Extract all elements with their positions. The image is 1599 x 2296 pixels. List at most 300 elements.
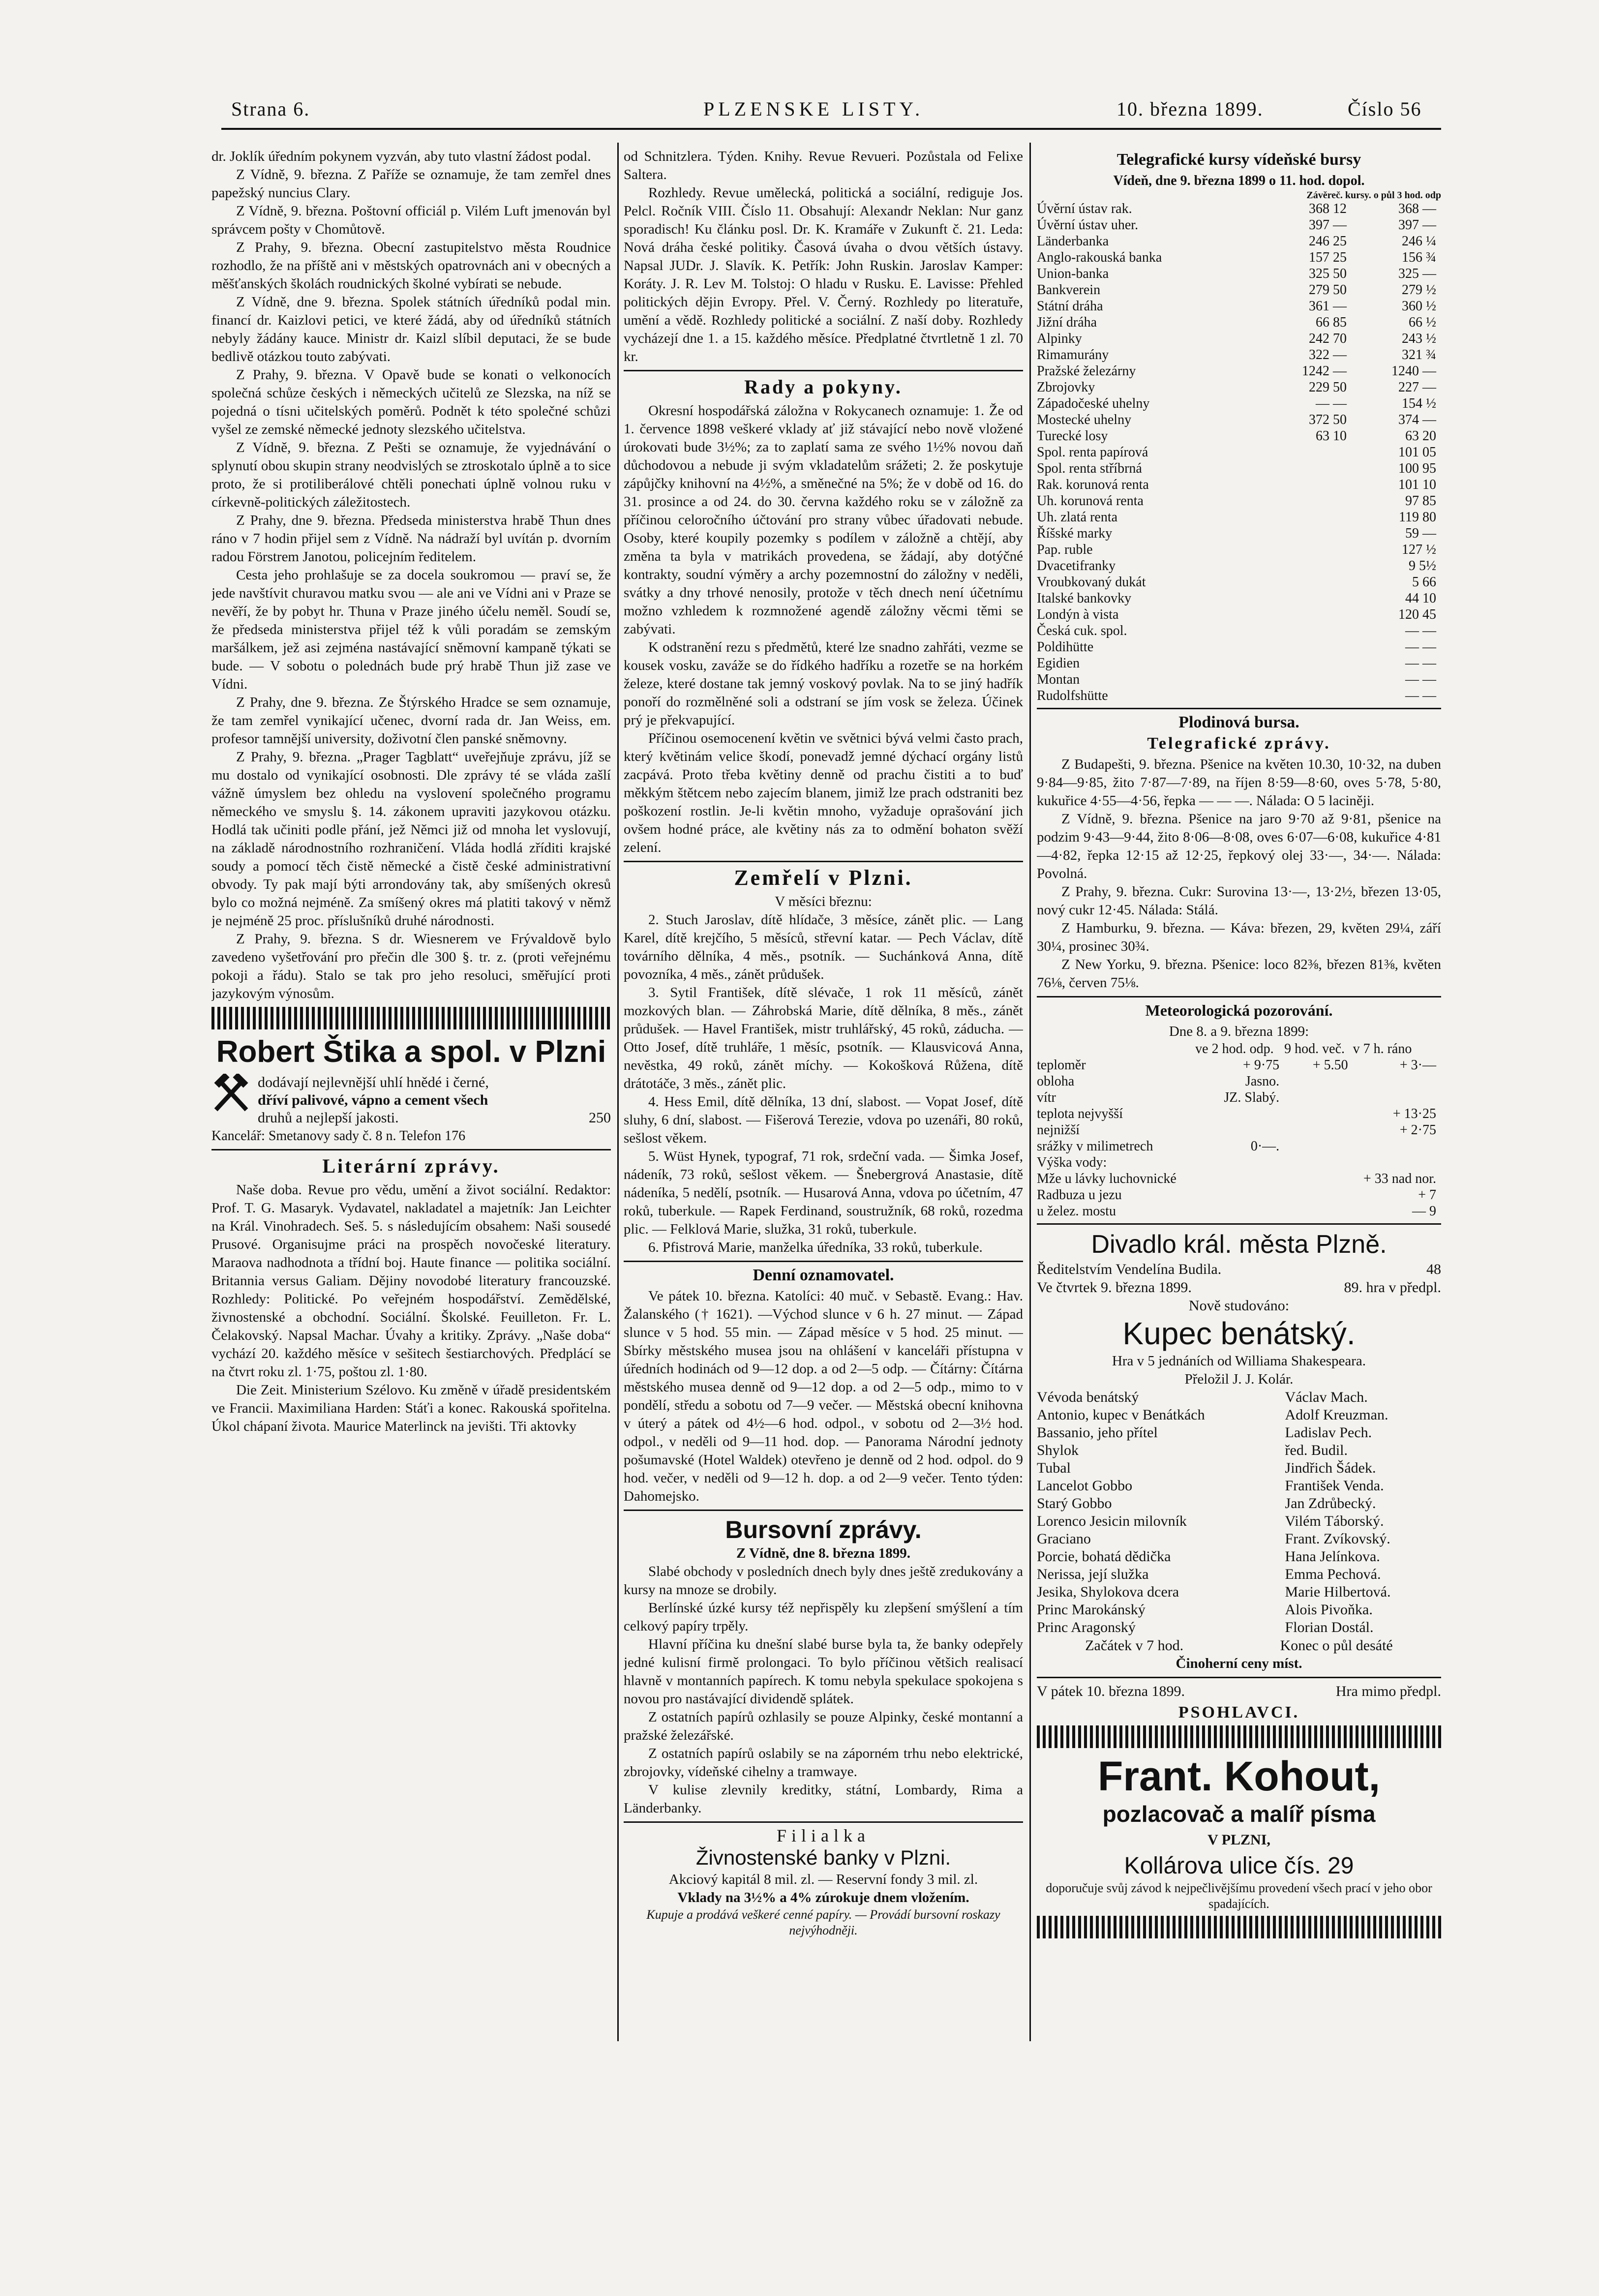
ad-kohout-name: Frant. Kohout,	[1098, 1753, 1380, 1799]
divider	[1037, 708, 1441, 709]
cast-row	[1037, 1512, 1441, 1530]
commodity-item: Z Hamburku, 9. března. — Káva: březen, 29, květen 29¼, září 30¼, prosinec 30¾.	[1037, 920, 1441, 954]
kursy-price-morning: 368 12	[1309, 201, 1347, 216]
kursy-row	[1037, 671, 1441, 688]
issue-date: 10. března 1899.	[1116, 98, 1264, 120]
column-divider-1	[617, 143, 619, 2041]
theatre-prices: Činoherní ceny míst.	[1176, 1656, 1302, 1671]
kursy-security: Spol. renta papírová	[1037, 445, 1148, 460]
meteo-cell: Mže u lávky luchovnické	[1037, 1171, 1177, 1186]
kursy-security: Pražské železárny	[1037, 363, 1136, 379]
kursy-price-morning	[1262, 509, 1352, 525]
meteo-cell	[1353, 1073, 1441, 1089]
bourse-item: Berlínské úzké kursy též nepřispěly ku zlepšení smýšlení a tím celkový papíry trpěly.	[624, 1600, 1023, 1634]
kursy-row	[1037, 314, 1441, 331]
kursy-price-morning	[1262, 590, 1352, 606]
kursy-row	[1037, 623, 1441, 639]
cast-row	[1037, 1406, 1441, 1424]
meteo-cell: + 33 nad nor.	[1363, 1171, 1436, 1186]
page-header	[231, 97, 1431, 123]
meteo-cell: Výška vody:	[1037, 1155, 1107, 1170]
kursy-security: Londýn à vista	[1037, 607, 1119, 622]
kursy-security: Bankverein	[1037, 282, 1101, 298]
death-record: 5. Wüst Hynek, typograf, 71 rok, srdeční vada. — Šimka Josef, nádeník, 73 roků, sešlost věkem. — Šnebergrová Anastasie, dítě nádeníka, 5 nedělí, psotník. — Husarová Anna, vdova po účetním, 47 roků, tuberkule. — Rapek Ferdinand, soustružník, 68 roků, rozedma plic. — Felklová Marie, služka, 31 roků, tuberkule.	[624, 1148, 1023, 1237]
plodinova-subtitle: Telegrafické zprávy.	[1147, 734, 1331, 753]
kursy-row	[1037, 493, 1441, 509]
ad-kohout-trade: pozlacovač a malíř písma	[1102, 1801, 1376, 1827]
kursy-security: Uh. zlatá renta	[1037, 510, 1118, 525]
kursy-price-morning: 63 10	[1316, 428, 1347, 444]
kursy-row	[1037, 233, 1441, 249]
kursy-price-close: 120 45	[1398, 607, 1436, 622]
commodity-item: Z New Yorku, 9. března. Pšenice: loco 82⅜, březen 81⅜, květen 76⅛, červen 75⅛.	[1037, 957, 1441, 991]
kursy-price-close: — —	[1405, 656, 1436, 671]
meteo-cell	[1195, 1187, 1284, 1203]
theatre-start: Začátek v 7 hod.	[1085, 1637, 1184, 1654]
ad-border-bottom	[1037, 1916, 1441, 1938]
kursy-price-close: — —	[1405, 672, 1436, 687]
meteo-cell: 0·—.	[1250, 1139, 1280, 1154]
ad-stika-line: druhů a nejlepší jakosti.	[258, 1110, 399, 1126]
kursy-row	[1037, 266, 1441, 282]
meteo-cell	[1284, 1122, 1353, 1138]
kursy-price-morning: 279 50	[1309, 282, 1347, 298]
ad-stika-office: Kancelář: Smetanovy sady č. 8 n. Telefon 176	[211, 1128, 466, 1144]
daily-notice: Ve pátek 10. března. Katolíci: 40 muč. v Sebastě. Evang.: Hav. Žalanského († 1621). —Východ slunce v 6 h. 27 minut. — Západ slunce v 5 hod. 55 min. — Západ měsíce v 5 hod. 25 minut. — Sbírky městského musea jsou na ohlášení v kanceláři přístupna v úředních hodinách od 9—12 dop. a od 2—5 odp. — Čítárny: Čítárna městského musea denně od 9—12 dop. a od 2—5 odp., mimo to v pondělí, středu a sobotu od 7—9 večer. — Městská obecní knihovna v úterý a pátek od 4½—6 hod. odpol., v sobotu od 2—3½ hod. odpol., v neděli od 9—11 hod. dop. — Panorama Národní jednoty pošumavské (Hotel Waldek) otevřeno je denně od 2 hod. odpol. do 9 hod. večer, v neděli od 9—12 h. dop. a od 2—9 večer. Tento týden: Dahomejsko.	[624, 1288, 1023, 1504]
kursy-row	[1037, 509, 1441, 525]
ad-kohout-city: V PLZNI,	[1207, 1832, 1270, 1848]
divider	[624, 861, 1023, 862]
divider	[624, 1261, 1023, 1262]
kursy-price-close: 97 85	[1405, 493, 1436, 509]
meteo-cell: nejnižší	[1037, 1122, 1080, 1138]
kursy-price-close: 246 ¼	[1402, 234, 1436, 249]
cast-actor: Emma Pechová.	[1285, 1566, 1381, 1582]
advice-item: K odstranění rezu s předmětů, které lze snadno zahřáti, vezme se kousek vosku, zaváže se do řídkého hadříku a rozetře se na horkém železe, které dostane tak jemný voskový povlak. Na to se jiný hadřík ponoří do rozmělněné soli a odstraní se jím vosk se železa. Účinek prý je překvapující.	[624, 639, 1023, 728]
bourse-item: Z ostatních papírů ozhlasily se pouze Alpinky, české montanní a pražské železářské.	[624, 1709, 1023, 1743]
kursy-security: Spol. renta stříbrná	[1037, 461, 1142, 476]
kursy-security: Italské bankovky	[1037, 591, 1132, 606]
theatre-number: 48	[1426, 1261, 1441, 1277]
kursy-price-close: 101 05	[1398, 445, 1436, 460]
theatre-friday-play: PSOHLAVCI.	[1178, 1703, 1300, 1722]
section-title-denni: Denní oznamovatel.	[753, 1266, 894, 1284]
kursy-price-close: 119 80	[1399, 510, 1436, 525]
kursy-security: Montan	[1037, 672, 1080, 687]
meteo-cell	[1284, 1203, 1353, 1219]
meteo-row	[1037, 1057, 1441, 1073]
meteo-cell: teplota nejvyšší	[1037, 1106, 1123, 1121]
kursy-security: Mostecké uhelny	[1037, 412, 1132, 427]
commodity-item: Z Vídně, 9. března. Pšenice na jaro 9·70 až 9·81, pšenice na podzim 9·43—9·44, žito 8·06—8·08, oves 6·07—6·08, kukuřice 4·81—4·82, řepka 12·15 až 12·25, řepkový olej 33·—, 34·—. Nálada: Povolná.	[1037, 811, 1441, 881]
news-item: Cesta jeho prohlašuje se za docela soukromou — praví se, že jede navštívit churavou matku svou — ale ani ve Vídni ani v Praze se nevěří, že by pobyt hr. Thuna v Praze jiného účelu neměl. Soudí se, že předseda ministerstva přijel též k vůli poradám se zemským maršálkem, jež asi zejména nastávající sněmovní kampaně týkati se bude. — V sobotu o polednách bude prý hrabě Thun již zase ve Vídni.	[211, 567, 611, 692]
lit-item: Naše doba. Revue pro vědu, umění a život sociální. Redaktor: Prof. T. G. Masaryk. Vydavatel, nakladatel a majetník: Jan Leichter na Král. Vinohradech. Seš. 5. s následujícím obsahem: Naši sousedé Prusové. Organisujme práci na prospěch novočeské literatury. Maraova nadhodnota a třídní boj. Haute finance — politika sociální. Britannia versus Galiam. Dějiny novodobé literatury francouzské. Rozhledy: Politické. Po veřejném hospodářství. Zemědělské, živnostenské a obchodní. Sociální. Školské. Feuilleton. Fr. L. Čelakovský. Napsal Machar. Úvahy a kritiky. Zprávy. „Naše doba“ vychází 20. každého měsíce v sešitech šestiarchových. Předplácí se na čtvrt roku zl. 1·75, poštou zl. 1·80.	[211, 1182, 611, 1380]
bourse-item: Slabé obchody v posledních dnech byly dnes ještě zredukovány a kursy na mnoze se drobily.	[624, 1564, 1023, 1598]
theatre-friday-note: Hra mimo předpl.	[1335, 1683, 1441, 1699]
section-title-kursy: Telegrafické kursy vídeňské bursy	[1116, 151, 1361, 169]
kursy-row	[1037, 460, 1441, 477]
theatre-translator: Přeložil J. J. Kolár.	[1184, 1371, 1294, 1387]
cast-role: Bassanio, jeho přítel	[1037, 1424, 1158, 1441]
kursy-price-close: 368 —	[1398, 201, 1436, 216]
column-1	[211, 148, 611, 2041]
kursy-row	[1037, 688, 1441, 704]
death-record: 4. Hess Emil, dítě dělníka, 13 dní, slabost. — Vopat Josef, dítě sluhy, 6 dní, slabost. — Fišerová Terezie, vdova po uzenáři, 80 roků, sešlost věkem.	[624, 1094, 1023, 1146]
ad-stika-title: Robert Štika a spol. v Plzni	[216, 1035, 606, 1069]
kursy-price-morning: 229 50	[1309, 380, 1347, 395]
news-item: Z Vídně, 9. března. Z Pešti se oznamuje, že vyjednávání o splynutí obou skupin strany neodvislých se ztroskotalo úplně a to sice proto, že si protiliberálové chtěli ponechati úplně volnou ruku v církevně-politických záležitostech.	[211, 440, 611, 510]
cast-role: Porcie, bohatá dědička	[1037, 1548, 1171, 1565]
kursy-price-morning	[1262, 606, 1352, 623]
kursy-row	[1037, 477, 1441, 493]
theatre-date: Ve čtvrtek 9. března 1899.	[1037, 1279, 1192, 1296]
meteo-cell	[1353, 1154, 1441, 1171]
filialka-footer: Kupuje a prodává veškeré cenné papíry. — Provádí bursovní roskazy nejvýhodněji.	[646, 1907, 1000, 1937]
cast-row	[1037, 1566, 1441, 1583]
bourse-item: Hlavní příčina ku dnešní slabé burse byla ta, že banky odepřely jedné kulisní firmě prolongaci. To bylo příčinou většich realisací hlavně v montanních papírech. K tomu nebyla spekulace spokojena s novou pro nastávající dividendě splátek.	[624, 1636, 1023, 1707]
kursy-row	[1037, 395, 1441, 412]
kursy-price-morning	[1262, 671, 1352, 688]
theatre-end: Konec o půl desáté	[1280, 1637, 1393, 1654]
kursy-security: Zbrojovky	[1037, 380, 1095, 395]
kursy-price-morning	[1262, 493, 1352, 509]
meteo-cell: — 9	[1412, 1204, 1436, 1219]
meteo-row	[1037, 1203, 1441, 1219]
kursy-row	[1037, 558, 1441, 574]
kursy-security: Úvěrní ústav uher.	[1037, 217, 1139, 233]
meteo-cell: + 3·—	[1399, 1057, 1436, 1073]
kursy-security: Západočeské uhelny	[1037, 396, 1150, 411]
theatre-subscription: 89. hra v předpl.	[1344, 1279, 1441, 1296]
meteo-row	[1037, 1089, 1441, 1106]
theatre-play-about: Hra v 5 jednáních od Williama Shakespeara.	[1112, 1353, 1366, 1369]
cast-role: Lancelot Gobbo	[1037, 1478, 1133, 1494]
news-item: Z Vídně, 9. března. Z Paříže se oznamuje, že tam zemřel dnes papežský nuncius Clary.	[211, 167, 611, 201]
kursy-row	[1037, 655, 1441, 671]
kursy-price-morning	[1262, 542, 1352, 558]
meteo-head: ve 2 hod. odp.	[1195, 1041, 1274, 1057]
bourse-dateline: Z Vídně, dne 8. března 1899.	[736, 1545, 910, 1561]
kursy-security: Rudolfshütte	[1037, 688, 1108, 703]
kursy-row	[1037, 282, 1441, 298]
kursy-security: Jižní dráha	[1037, 315, 1097, 330]
filialka-capital: Akciový kapitál 8 mil. zl. — Reservní fondy 3 mil. zl.	[668, 1872, 978, 1887]
kursy-security: Union-banka	[1037, 266, 1109, 281]
section-title-literarni: Literární zprávy.	[322, 1155, 500, 1177]
cast-actor: Jindřich Šádek.	[1285, 1460, 1376, 1476]
header-rule	[221, 128, 1441, 130]
meteo-row	[1037, 1171, 1441, 1187]
kursy-price-close: 63 20	[1405, 428, 1436, 444]
meteo-row	[1037, 1187, 1441, 1203]
cast-row	[1037, 1442, 1441, 1459]
meteo-cell: Radbuza u jezu	[1037, 1187, 1122, 1203]
news-item: Z Prahy, 9. března. V Opavě bude se konati o velkonocích společná schůze českých i německých učitelů ze Slezska, na níž se pojedná o tísni učitelských poměrů. Podnět k této společné schůzi vyšel ze zemské německé jednoty slezského učitelstva.	[211, 367, 611, 437]
cast-role: Tubal	[1037, 1460, 1071, 1476]
kursy-row	[1037, 542, 1441, 558]
meteo-cell	[1284, 1089, 1353, 1106]
divider	[1037, 1677, 1441, 1678]
kursy-price-morning	[1262, 639, 1352, 655]
meteo-cell: JZ. Slabý.	[1224, 1090, 1280, 1105]
kursy-security: Turecké losy	[1037, 428, 1108, 444]
cast-actor: Hana Jelínkova.	[1285, 1548, 1380, 1565]
advice-item: Příčinou osemocenení květin ve světnici bývá velmi často prach, který květinám velice škodí, ponevadž jemné dýchací orgány listů zacpává. Proto třeba květiny denně od prachu čistiti a to buď měkkým štětcem nebo zajecím blanem, jimiž lze prach odstraniti bez poškození rostlin. Je-li květin mnoho, vyžaduje oprašování jich ovšem hodné práce, ale květiny nás za to odmění bohaton svěží zelení.	[624, 730, 1023, 855]
kursy-row	[1037, 379, 1441, 395]
section-title-rady: Rady a pokyny.	[744, 376, 903, 398]
news-item: Z Prahy, 9. března. „Prager Tagblatt“ uveřejňuje zprávu, jíž se mu dostalo od vynikající osobnosti. Dle zprávy té se vláda zašlí vážně úmyslem bez ohledu na vyslovení společného programu německého ve smyslu §. 14. zákonem upraviti jazykovou otázku. Hodlá tak učiniti podle přání, jež Němci již od mnoha let vyslovují, na základě národnostního rozhraničení. Vláda hodlá zříditi krajské soudy a pomocí těch čistě německé a čistě české administrativní obvody. Ty pak mají býti arrondovány tak, aby smíšených okresů bylo co možná nejméně. Za smíšený okres má platiti takový v němž je nejméně 25 proc. příslušníků druhé národnosti.	[211, 749, 611, 929]
cast-role: Lorenco Jesicin milovník	[1037, 1513, 1187, 1529]
section-title-meteo: Meteorologická pozorování.	[1145, 1001, 1333, 1019]
filialka-label: Filialka	[777, 1826, 870, 1845]
kursy-price-morning: — —	[1316, 396, 1347, 411]
cast-actor: Václav Mach.	[1285, 1389, 1368, 1405]
theatre-play-title: Kupec benátský.	[1122, 1316, 1356, 1351]
cast-row	[1037, 1601, 1441, 1619]
meteo-cell: teploměr	[1037, 1057, 1086, 1073]
kursy-security: Pap. ruble	[1037, 542, 1093, 557]
meteo-cell: + 13·25	[1392, 1106, 1436, 1121]
meteo-cell	[1195, 1203, 1284, 1219]
kursy-security: Říšské marky	[1037, 526, 1113, 541]
lit-item: od Schnitzlera. Týden. Knihy. Revue Revueri. Pozůstala od Felixe Saltera.	[624, 149, 1023, 182]
meteo-cell	[1195, 1171, 1284, 1187]
meteo-cell	[1284, 1154, 1353, 1171]
kursy-price-close: 243 ½	[1402, 331, 1436, 346]
kursy-row	[1037, 331, 1441, 347]
cast-row	[1037, 1424, 1441, 1442]
kursy-security: Rimamurány	[1037, 347, 1109, 363]
kursy-price-close: 325 —	[1398, 266, 1436, 281]
cast-actor: Vilém Táborský.	[1285, 1513, 1384, 1529]
ad-stika-line: dříví palivové, vápno a cement všech	[258, 1092, 488, 1108]
kursy-price-close: 156 ¾	[1402, 250, 1436, 265]
lit-item: Rozhledy. Revue umělecká, politická a sociální, rediguje Jos. Pelcl. Ročník VIII. Číslo 11. Obsahují: Alexandr Neklan: Nur ganz sporadisch! Ku článku posl. Dr. K. Kramáře v Zukunft č. 21. Leda: Nová dráha české politiky. Časová úvaha o dvou větších ústavy. Napsal JUDr. J. Slavík. K. Petřík: John Ruskin. Jaroslav Kamper: Koráty. J. R. Lev M. Tolstoj: O hladu v Rusku. E. Lavisse: Přehled politických dějin Evropy. Přel. V. Černý. Rozhledy po literatuře, umění a vědě. Rozhledy politické a sociální. Z naší doby. Rozhledy vycházejí dne 1. a 15. každého měsíce. Předplatné čtvrtletně 1 zl. 70 kr.	[624, 185, 1023, 364]
divider	[624, 1510, 1023, 1511]
kursy-price-morning: 361 —	[1309, 299, 1347, 314]
kursy-row	[1037, 606, 1441, 623]
kursy-security: Länderbanka	[1037, 234, 1109, 249]
cast-row	[1037, 1583, 1441, 1601]
kursy-price-morning: 325 50	[1309, 266, 1347, 281]
zemreli-subtitle: V měsíci březnu:	[775, 894, 872, 909]
meteo-cell: srážky v milimetrech	[1037, 1139, 1153, 1154]
filialka-name: Živnostenské banky v Plzni.	[695, 1846, 951, 1869]
meteo-cell: + 9·75	[1243, 1057, 1280, 1073]
commodity-item: Z Prahy, 9. března. Cukr: Surovina 13·—, 13·2½, březen 13·05, nový cukr 12·45. Nálada: Stálá.	[1037, 884, 1441, 918]
death-record: 3. Sytil František, dítě slévače, 1 rok 11 měsíců, zánět mozkových blan. — Záhrobská Marie, dítě dělníka, 8 měs., zánět průdušek. — Havel František, mistr truhlářský, 45 roků, záducha. — Otto Josef, dítě truhláře, 1 měsíc, psotník. — Klausvicová Anna, nevěstka, 49 roků, zánět míchy. — Kokošková Růžena, dítě drátotáče, 3 měs., zánět plic.	[624, 985, 1023, 1091]
cast-actor: Florian Dostál.	[1285, 1619, 1374, 1635]
news-item: Z Prahy, 9. března. Obecní zastupitelstvo města Roudnice rozhodlo, že na příště ani v městských opatrovnách ani v obecných a měšťanských školách roudnických školné vybírati se nebude.	[211, 240, 611, 292]
cast-row	[1037, 1459, 1441, 1477]
kursy-dateline: Vídeň, dne 9. března 1899 o 11. hod. dopol.	[1113, 173, 1365, 188]
news-item: Z Prahy, 9. března. S dr. Wiesnerem ve Frývaldově bylo zavedeno vyšetřování pro přečin dle 300 §. tr. z. (proti veřejnému pokoji a řádu). Stalo se tak pro jeho resoluci, směřující proti jazykovým výnosům.	[211, 931, 611, 1001]
section-title-bursovni: Bursovní zprávy.	[725, 1516, 922, 1543]
meteo-cell: + 5.50	[1312, 1057, 1348, 1073]
meteo-cell	[1284, 1171, 1353, 1187]
cast-role: Starý Gobbo	[1037, 1495, 1112, 1511]
news-item: Z Prahy, dne 9. března. Předseda ministerstva hrabě Thun dnes ráno v 7 hodin přijel sem z Vídně. Na nádraží byl uvítán p. dvorním radou Förstrem Janotou, policejním ředitelem.	[211, 513, 611, 565]
cast-row	[1037, 1389, 1441, 1406]
kursy-price-close: 100 95	[1398, 461, 1436, 476]
meteo-cell: u želez. mostu	[1037, 1204, 1116, 1219]
section-title-divadlo: Divadlo král. města Plzně.	[1091, 1230, 1387, 1259]
kursy-security: Uh. korunová renta	[1037, 493, 1144, 509]
advice-item: Okresní hospodářská záložna v Rokycanech oznamuje: 1. Že od 1. července 1898 veškeré vklady ať již stávající nebo nově vložené úrokovati bude 3½%; za to zaplatí sama ze svého 1½% novou daň důchodovou a nebude ji svým vkladatelům srážeti; 2. že poskytuje zápůjčky knihovní na 4½%, a směnečné na 5%; že v době od 16. do 31. prosince a od 24. do 30. června každého roku se v záložně za příčinou celoročního účtování pro strany vůbec úřadovati nebude. Osoby, které koupily pozemky s podílem v záložně a chtějí, aby změna ta byla v matrikách provedena, se žádají, aby dotýčné kontrakty, soudní výměry a archy pozemnostní do záložny v neděli, svátky a dny trhové nenosily, protože v těch dnech není účetnímu možno vzhledem k rozmnožené agendě záložny věcmi těmi se zabývati.	[624, 403, 1023, 637]
kursy-price-morning	[1262, 688, 1352, 704]
section-title-plodinova: Plodinová bursa.	[1178, 713, 1299, 731]
cast-role: Princ Marokánský	[1037, 1601, 1146, 1618]
kursy-price-morning: 157 25	[1309, 250, 1347, 265]
kursy-security: Státní dráha	[1037, 299, 1103, 314]
meteo-cell: obloha	[1037, 1074, 1075, 1089]
kursy-price-close: 154 ½	[1402, 396, 1436, 411]
cast-list	[1037, 1389, 1441, 1636]
kursy-price-close: 59 —	[1405, 526, 1436, 541]
kursy-security: Poldihütte	[1037, 639, 1094, 655]
kursy-row	[1037, 298, 1441, 314]
kursy-price-close: — —	[1405, 639, 1436, 655]
kursy-column-head: Závěreč. kursy. o půl 3 hod. odp	[1306, 190, 1441, 201]
bourse-item: V kulise zlevnily kreditky, státní, Lombardy, Rima a Länderbanky.	[624, 1782, 1023, 1816]
kursy-row	[1037, 525, 1441, 542]
meteo-cell: Jasno.	[1245, 1074, 1280, 1089]
column-3	[1037, 148, 1441, 2041]
kursy-table	[1037, 201, 1441, 704]
kursy-price-morning	[1262, 655, 1352, 671]
cast-row	[1037, 1495, 1441, 1512]
kursy-security: Česká cuk. spol.	[1037, 623, 1127, 638]
lit-item: Die Zeit. Ministerium Szélovo. Ku změně v úřadě presidentském ve Francii. Maximiliana Harden: Stáťi a konec. Rakouská spořitelna. Úkol chápaní života. Maurice Materlinck na jevišti. Tři aktovky	[211, 1382, 611, 1434]
news-item: Z Prahy, dne 9. března. Ze Štýrského Hradce se sem oznamuje, že tam zemřel vynikající učenec, dvorní rada dr. Jan Weiss, em. profesor tamnější university, doživotní člen panské sněmovny.	[211, 695, 611, 747]
cast-role: Jesika, Shylokova dcera	[1037, 1584, 1179, 1600]
kursy-price-close: 1240 —	[1391, 363, 1436, 379]
kursy-security: Anglo-rakouská banka	[1037, 250, 1162, 265]
kursy-price-morning: 372 50	[1309, 412, 1347, 427]
divider	[211, 1149, 611, 1150]
kursy-price-close: 66 ½	[1409, 315, 1436, 330]
kursy-row	[1037, 217, 1441, 233]
news-item: Z Vídně, 9. března. Poštovní officiál p. Vilém Luft jmenován byl správcem pošty v Chomůtově.	[211, 203, 611, 237]
ad-stika-number: 250	[589, 1110, 611, 1126]
kursy-price-close: 9 5½	[1409, 558, 1436, 574]
cast-role: Princ Aragonský	[1037, 1619, 1136, 1635]
cast-actor: František Venda.	[1285, 1478, 1384, 1494]
ad-border-top	[211, 1007, 611, 1029]
filialka-deposits: Vklady na 3½% a 4% zúrokuje dnem vložením.	[677, 1890, 969, 1905]
divider	[624, 370, 1023, 371]
death-record: 6. Pfistrová Marie, manželka úředníka, 33 roků, tuberkule.	[648, 1239, 983, 1255]
cast-row	[1037, 1619, 1441, 1636]
kursy-row	[1037, 249, 1441, 266]
meteo-cell	[1195, 1154, 1284, 1171]
issue-number: Číslo 56	[1348, 98, 1422, 120]
kursy-price-close: 397 —	[1398, 217, 1436, 233]
masthead: PLZENSKE LISTY.	[703, 98, 924, 120]
cast-role: Nerissa, její služka	[1037, 1566, 1149, 1582]
cast-role: Vévoda benátský	[1037, 1389, 1139, 1405]
meteo-cell: vítr	[1037, 1090, 1056, 1105]
meteo-row	[1037, 1073, 1441, 1089]
ad-stika-line: dodávají nejlevnější uhlí hnědé i černé,	[258, 1074, 489, 1090]
kursy-row	[1037, 574, 1441, 590]
kursy-price-close: — —	[1405, 688, 1436, 703]
ad-border-top	[1037, 1725, 1441, 1748]
kursy-price-morning	[1262, 574, 1352, 590]
column-2	[624, 148, 1023, 2041]
bourse-item: Z ostatních papírů oslabily se na záporném trhu nebo elektrické, zbrojovky, vídeňské cihelny a tramwaye.	[624, 1746, 1023, 1780]
column-divider-2	[1029, 143, 1031, 2041]
cast-actor: Frant. Zvíkovský.	[1285, 1531, 1390, 1547]
kursy-price-close: 279 ½	[1402, 282, 1436, 298]
kursy-price-morning: 397 —	[1309, 217, 1347, 233]
cast-actor: Jan Zdrůbecký.	[1285, 1495, 1376, 1511]
meteo-cell	[1284, 1138, 1353, 1154]
meteo-cell	[1284, 1106, 1353, 1122]
kursy-row	[1037, 444, 1441, 460]
news-item: Z Vídně, dne 9. března. Spolek státních úředníků podal min. financí dr. Kaizlovi petici, ve které žádá, aby od úředníků státních nebyly žádány kauce. Ministr dr. Kaizl slíbil deputaci, že se bude bedlivě otázkou touto zabývati.	[211, 294, 611, 364]
kursy-row	[1037, 201, 1441, 217]
meteo-cell	[1195, 1106, 1284, 1122]
kursy-security: Egidien	[1037, 656, 1080, 671]
kursy-row	[1037, 363, 1441, 379]
kursy-security: Alpinky	[1037, 331, 1082, 346]
kursy-security: Dvacetifranky	[1037, 558, 1116, 574]
meteo-cell	[1284, 1187, 1353, 1203]
meteo-cell	[1195, 1122, 1284, 1138]
kursy-price-morning	[1262, 444, 1352, 460]
kursy-price-morning: 322 —	[1309, 347, 1347, 363]
kursy-row	[1037, 347, 1441, 363]
meteo-cell	[1284, 1073, 1353, 1089]
divider	[624, 1821, 1023, 1823]
kursy-price-close: 127 ½	[1402, 542, 1436, 557]
kursy-row	[1037, 590, 1441, 606]
meteo-cell: + 2·75	[1399, 1122, 1436, 1138]
ad-kohout-address: Kollárova ulice čís. 29	[1124, 1853, 1354, 1879]
cast-row	[1037, 1548, 1441, 1566]
ad-kohout-text: doporučuje svůj závod k nejpečlivějšímu provedení všech prací v jeho obor spadajících.	[1046, 1881, 1432, 1911]
cast-actor: Marie Hilbertová.	[1285, 1584, 1391, 1600]
meteo-head: v 7 h. ráno	[1353, 1041, 1412, 1057]
kursy-price-morning	[1262, 460, 1352, 477]
meteo-row	[1037, 1106, 1441, 1122]
divider	[1037, 1223, 1441, 1225]
kursy-row	[1037, 412, 1441, 428]
kursy-row	[1037, 639, 1441, 655]
kursy-price-close: 101 10	[1398, 477, 1436, 492]
cast-role: Shylok	[1037, 1442, 1079, 1458]
page-number: Strana 6.	[231, 98, 310, 120]
kursy-price-close: 321 ¾	[1402, 347, 1436, 363]
theatre-management: Ředitelstvím Vendelína Budila.	[1037, 1261, 1222, 1277]
kursy-security: Vroubkovaný dukát	[1037, 574, 1146, 590]
kursy-price-close: 5 66	[1412, 574, 1436, 590]
meteo-cell	[1353, 1138, 1441, 1154]
kursy-price-close: 374 —	[1398, 412, 1436, 427]
kursy-price-morning	[1262, 477, 1352, 493]
meteo-row	[1037, 1138, 1441, 1154]
cast-actor: Alois Pivoňka.	[1285, 1601, 1373, 1618]
kursy-row	[1037, 428, 1441, 444]
kursy-security: Úvěrní ústav rak.	[1037, 201, 1132, 216]
meteo-cell	[1353, 1089, 1441, 1106]
kursy-price-morning: 66 85	[1316, 315, 1347, 330]
theatre-new: Nově studováno:	[1188, 1298, 1290, 1314]
commodity-item: Z Budapešti, 9. března. Pšenice na květen 10.30, 10·32, na duben 9·84—9·85, žito 7·87—7·89, na říjen 8·59—8·60, oves 5·78, 5·80, kukuřice 4·55—4·56, řepka — — —. Nálada: O 5 laciněji.	[1037, 756, 1441, 809]
kursy-price-morning	[1262, 558, 1352, 574]
meteo-head: 9 hod. več.	[1284, 1041, 1345, 1057]
